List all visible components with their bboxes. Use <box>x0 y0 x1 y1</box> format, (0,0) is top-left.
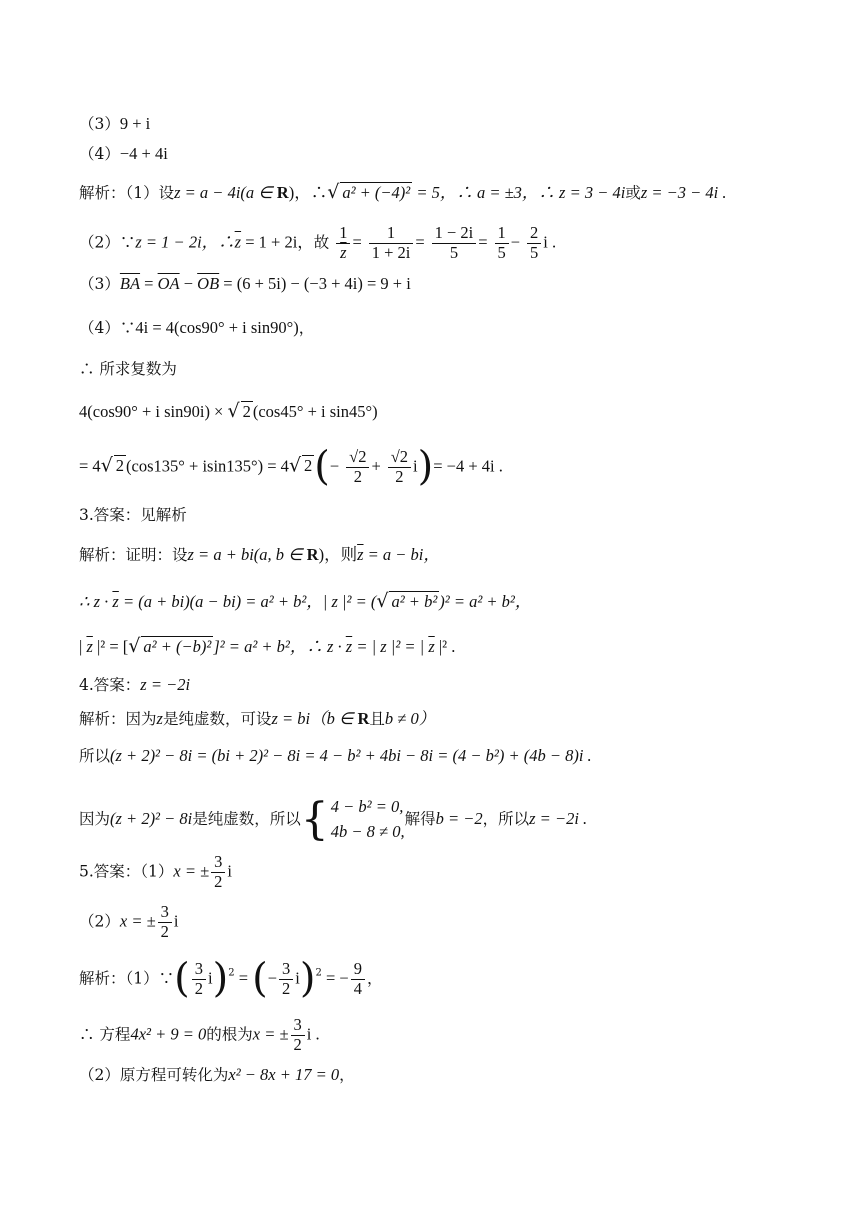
answer-5-heading: 5.答案：（1）x = ± $\frac{3}{2}$ i <box>79 852 233 891</box>
answer-5-part-2: （2）x = ± $\frac{3}{2}$ i <box>79 902 179 941</box>
answer-4-heading: 4.答案：z = −2i <box>79 675 191 694</box>
fraction: $\frac{1}{z}$ <box>336 224 350 263</box>
fraction: $\frac{2}{5}$ <box>527 224 541 263</box>
conclusion-label: ∴ 所求复数为 <box>79 360 177 378</box>
analysis-5-line-1: 解析：（1）∵( $\frac{3}{2}$ i)$^2$ = (− $\frac{3}{2}$ i)$^2$ = − $\frac{9}{4}$ ， <box>79 955 383 1002</box>
analysis-4-line-3: 因为(z + 2)² − 8i是纯虚数，所以{ 4 − b² = 0, 4b − 8 ≠ 0, 解得b = −2，所以z = −2i . <box>79 793 588 845</box>
fraction: $\frac{3}{2}$ <box>192 960 206 999</box>
fraction: $\frac{1}{5}$ <box>495 224 509 263</box>
analysis-4-line-1: 解析：因为z是纯虚数，可设z = bi（b ∈ R且b ≠ 0） <box>79 709 436 728</box>
proof-line-3: | $\overline{z}$ |² = [√ a² + (−b)² ]² = a² + b²，∴ $z \cdot \overline{z}$ = | z |² = | $\overline{z}$ |² . <box>79 635 456 657</box>
fraction: $\frac{3}{2}$ <box>279 960 293 999</box>
answer-line-4-of-2: （4）−4 + 4i <box>79 144 168 163</box>
fraction: $\frac{3}{2}$ <box>211 853 225 892</box>
fraction: $\frac{3}{2}$ <box>158 903 172 942</box>
analysis-4-line-2: 所以(z + 2)² − 8i = (bi + 2)² − 8i = 4 − b² + 4bi − 8i = (4 − b²) + (4b − 8)i . <box>79 746 592 765</box>
analysis-line-4: （4）∵4i = 4(cos90° + i sin90°)， <box>79 318 315 337</box>
fraction: $\frac{√2}{2}$ <box>388 448 411 487</box>
fraction: $\frac{3}{2}$ <box>291 1016 305 1055</box>
product-expression: 4(cos90° + i sin90i) × √ 2 (cos45° + i sin45°) <box>79 400 378 422</box>
proof-line-1: 解析：证明：设z = a + bi(a, b ∈ R)，则$\overline{z} = a$ − bi， <box>79 545 440 564</box>
answer-3-heading: 3.答案：见解析 <box>79 506 187 524</box>
analysis-line-1: 解析：（1）设z = a − 4i(a ∈ R)，∴√ a² + (−4)² = 5，∴ a = ±3，∴ z = 3 − 4i或z = −3 − 4i . <box>79 181 727 203</box>
fraction: $\frac{√2}{2}$ <box>346 448 369 487</box>
analysis-5-line-3: （2）原方程可转化为x² − 8x + 17 = 0， <box>79 1065 355 1084</box>
fraction: $\frac{1}{1 + 2i}$ <box>369 224 414 263</box>
analysis-5-line-2: ∴ 方程4x² + 9 = 0的根为x = ± $\frac{3}{2}$ i . <box>79 1015 320 1054</box>
answer-line-3-of-2: （3）9 + i <box>79 114 151 133</box>
fraction: $\frac{9}{4}$ <box>351 960 365 999</box>
analysis-line-2: （2）∵z = 1 − 2i，$\therefore\overline{z} = 1 + 2i$，故 $\frac{1}{z}$ = $\frac{1}{1 + 2i}$ = $\frac{1 - 2i}{5}$ = $\frac{1}{5}$ − $\frac{2}{5}$ i . <box>79 223 557 262</box>
analysis-line-3: $(3)\overline{BA} = \overline{OA} - \overline{OB} = (6 + 5i) - (-3 + 4i) = 9 + i$ <box>79 274 411 293</box>
product-result: = 4√ 2 (cos135° + isin135°) = 4√ 2(− $\frac{√2}{2}$ + $\frac{√2}{2}$ i)= −4 + 4i . <box>79 443 503 490</box>
proof-line-2: ∴ $z \cdot \overline{z} = (a + bi)(a - bi) = a^2 + b^2$，| z |² = (√ a² + b² )² = a² + b²， <box>79 590 532 612</box>
equation-system: 4 − b² = 0, 4b − 8 ≠ 0, <box>330 797 405 841</box>
fraction: $\frac{1 - 2i}{5}$ <box>432 224 477 263</box>
